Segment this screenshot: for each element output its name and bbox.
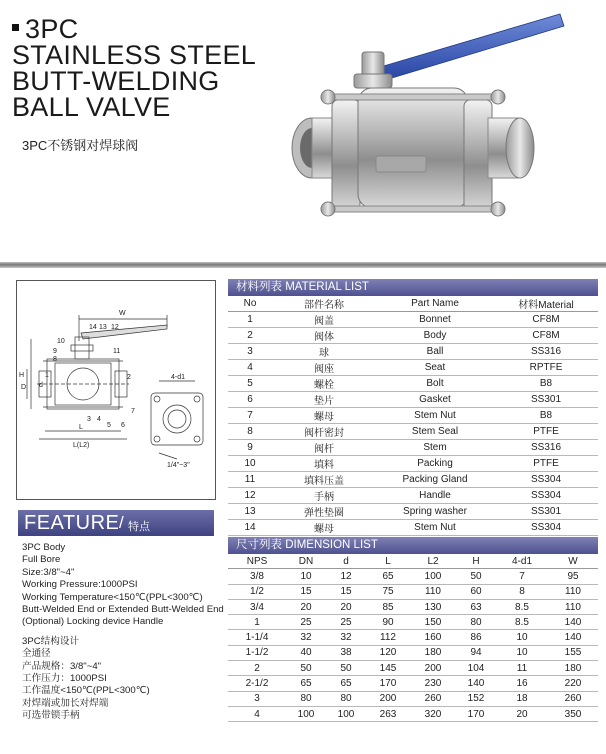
material-cell: 5: [228, 376, 272, 392]
material-cell: SS316: [494, 440, 598, 456]
label-9: 9: [53, 348, 57, 355]
dimension-cell: 160: [410, 630, 456, 645]
table-row: [228, 392, 598, 408]
label-10: 10: [57, 338, 65, 345]
material-cell: 阀盖: [272, 312, 376, 328]
feature-line-cn: 对焊端或加长对焊端: [22, 697, 109, 709]
dimension-cell: 25: [286, 615, 326, 630]
dimension-cell: 20: [286, 599, 326, 614]
table-row: [228, 456, 598, 472]
material-cell: 1: [228, 312, 272, 328]
drawing-svg: [17, 281, 215, 499]
table-row: [228, 408, 598, 424]
dimension-column-header: DN: [286, 554, 326, 569]
dimension-cell: 10: [286, 569, 326, 584]
dimension-cell: 150: [410, 615, 456, 630]
dimension-cell: 155: [548, 645, 598, 660]
label-3: 3: [87, 416, 91, 423]
label-4: 4: [97, 416, 101, 423]
feature-line-cn: 工作压力：1000PSI: [22, 673, 107, 685]
product-title: [12, 16, 272, 120]
material-cell: 10: [228, 456, 272, 472]
material-cell: 2: [228, 328, 272, 344]
dimension-cell: 95: [548, 569, 598, 584]
dimension-cell: 263: [366, 706, 410, 721]
material-cell: B8: [494, 408, 598, 424]
dimension-cell: 80: [286, 691, 326, 706]
material-cell: Handle: [376, 488, 494, 504]
material-cell: Stem Nut: [376, 520, 494, 536]
dimension-cell: 145: [366, 661, 410, 676]
dimension-cell: 3/8: [228, 569, 286, 584]
feature-line: Size:3/8"~4": [22, 566, 75, 578]
feature-line-cn: 3PC结构设计: [22, 635, 80, 647]
dimension-cell: 230: [410, 676, 456, 691]
material-cell: Packing Gland: [376, 472, 494, 488]
material-cell: 球: [272, 344, 376, 360]
feature-gap: [22, 629, 222, 636]
label-hole: 4-d1: [171, 374, 186, 381]
handle-shape: [370, 14, 564, 78]
dimension-cell: 94: [456, 645, 496, 660]
dimension-cell: 80: [456, 615, 496, 630]
dimension-cell: 20: [496, 706, 548, 721]
dimension-column-header: d: [326, 554, 366, 569]
material-cell: 弹性垫圈: [272, 504, 376, 520]
material-list-header: 材料列表 MATERIAL LIST: [228, 279, 598, 296]
title-line-1: [12, 16, 272, 42]
handle-text: BALL VALVE: [458, 18, 505, 40]
label-13: 13: [99, 324, 107, 331]
material-column-header: Part Name: [376, 296, 494, 312]
material-cell: SS316: [494, 344, 598, 360]
subtitle-cn: 3PC不锈钢对焊球阀: [22, 138, 139, 153]
material-cell: 13: [228, 504, 272, 520]
material-cell: 手柄: [272, 488, 376, 504]
label-h: H: [19, 372, 25, 379]
dimension-cell: 11: [496, 661, 548, 676]
dimension-cell: 1/2: [228, 584, 286, 599]
material-cell: Ball: [376, 344, 494, 360]
material-cell: SS304: [494, 472, 598, 488]
title-line-4: BALL VALVE: [12, 92, 171, 122]
feature-subtitle: 特点: [128, 521, 150, 533]
dimension-column-header: NPS: [228, 554, 286, 569]
material-cell: Bolt: [376, 376, 494, 392]
material-cell: Stem Nut: [376, 408, 494, 424]
dimension-cell: 18: [496, 691, 548, 706]
dimension-cell: 15: [326, 584, 366, 599]
material-cell: 填料: [272, 456, 376, 472]
dimension-cell: 120: [366, 645, 410, 660]
dimension-cell: 130: [410, 599, 456, 614]
table-row: [228, 312, 598, 328]
material-cell: 7: [228, 408, 272, 424]
table-row: [228, 661, 598, 676]
feature-line: Butt-Welded End or Extended Butt-Welded End: [22, 604, 224, 616]
feature-line-cn: 全通径: [22, 648, 51, 660]
table-row: [228, 488, 598, 504]
dimension-cell: 50: [326, 661, 366, 676]
label-l: L: [79, 424, 83, 431]
dimension-table: [228, 554, 598, 722]
dimension-cell: 12: [326, 569, 366, 584]
label-d: d: [39, 382, 43, 389]
material-cell: PTFE: [494, 424, 598, 440]
label-6: 6: [121, 422, 125, 429]
dimension-cell: 85: [366, 599, 410, 614]
table-row: [228, 676, 598, 691]
material-cell: 8: [228, 424, 272, 440]
title-line-2: STAINLESS STEEL: [12, 40, 257, 70]
dimension-cell: 220: [548, 676, 598, 691]
dimension-cell: 8: [496, 584, 548, 599]
feature-slash: /: [119, 513, 124, 532]
material-cell: CF8M: [494, 328, 598, 344]
dimension-cell: 104: [456, 661, 496, 676]
material-cell: 12: [228, 488, 272, 504]
material-cell: SS304: [494, 488, 598, 504]
material-cell: 4: [228, 360, 272, 376]
feature-line: Working Temperature<150℃(PPL<300℃): [22, 591, 203, 603]
material-column-header: 材料Material: [494, 296, 598, 312]
material-cell: 螺母: [272, 408, 376, 424]
technical-drawing: [16, 280, 216, 500]
dimension-cell: 1-1/4: [228, 630, 286, 645]
dimension-cell: 260: [410, 691, 456, 706]
feature-line-cn: 可选带锁手柄: [22, 710, 80, 722]
dimension-cell: 90: [366, 615, 410, 630]
dimension-cell: 8.5: [496, 615, 548, 630]
valve-photo: [280, 8, 580, 238]
dimension-cell: 260: [548, 691, 598, 706]
dimension-column-header: H: [456, 554, 496, 569]
label-size: 1/4"~3": [167, 462, 190, 469]
material-cell: 阀杆密封: [272, 424, 376, 440]
dimension-cell: 100: [410, 569, 456, 584]
material-cell: Bonnet: [376, 312, 494, 328]
dimension-cell: 32: [326, 630, 366, 645]
label-l2: L(L2): [73, 442, 90, 449]
table-row: [228, 706, 598, 721]
dimension-header-row: [228, 554, 598, 569]
table-row: [228, 376, 598, 392]
material-cell: Packing: [376, 456, 494, 472]
dimension-list-header: 尺寸列表 DIMENSION LIST: [228, 537, 598, 554]
title-line-1-text: 3PC: [25, 14, 79, 44]
label-D: D: [21, 384, 27, 391]
dimension-cell: 15: [286, 584, 326, 599]
material-cell: 6: [228, 392, 272, 408]
bullet-icon: [12, 24, 19, 31]
dimension-cell: 100: [286, 706, 326, 721]
table-row: [228, 504, 598, 520]
material-cell: Seat: [376, 360, 494, 376]
dimension-cell: 75: [366, 584, 410, 599]
dimension-cell: 63: [456, 599, 496, 614]
feature-line: Working Pressure:1000PSI: [22, 579, 138, 591]
title-line-3: BUTT-WELDING: [12, 66, 220, 96]
dimension-cell: 100: [326, 706, 366, 721]
dimension-cell: 2-1/2: [228, 676, 286, 691]
table-row: [228, 440, 598, 456]
dimension-cell: 20: [326, 599, 366, 614]
dimension-cell: 10: [496, 630, 548, 645]
material-column-header: No: [228, 296, 272, 312]
label-12: 12: [111, 324, 119, 331]
dimension-cell: 8.5: [496, 599, 548, 614]
table-row: [228, 520, 598, 536]
table-row: [228, 569, 598, 584]
material-column-header: 部件名称: [272, 296, 376, 312]
dimension-cell: 110: [410, 584, 456, 599]
dimension-cell: 110: [548, 584, 598, 599]
dimension-cell: 170: [366, 676, 410, 691]
material-cell: 螺栓: [272, 376, 376, 392]
dimension-cell: 140: [548, 615, 598, 630]
dimension-cell: 65: [326, 676, 366, 691]
material-cell: CF8M: [494, 312, 598, 328]
feature-list: [22, 542, 222, 723]
material-cell: Gasket: [376, 392, 494, 408]
material-cell: 阀体: [272, 328, 376, 344]
label-w: W: [119, 310, 126, 317]
table-row: [228, 424, 598, 440]
material-cell: B8: [494, 376, 598, 392]
label-14: 14: [89, 324, 97, 331]
dimension-cell: 3/4: [228, 599, 286, 614]
material-cell: SS301: [494, 504, 598, 520]
dimension-cell: 38: [326, 645, 366, 660]
label-1: 1: [45, 372, 49, 379]
material-cell: Stem Seal: [376, 424, 494, 440]
material-cell: 11: [228, 472, 272, 488]
dimension-cell: 80: [326, 691, 366, 706]
dimension-cell: 180: [410, 645, 456, 660]
dimension-cell: 170: [456, 706, 496, 721]
material-cell: 14: [228, 520, 272, 536]
table-row: [228, 691, 598, 706]
dimension-cell: 3: [228, 691, 286, 706]
feature-header: [18, 510, 214, 536]
dimension-column-header: L: [366, 554, 410, 569]
dimension-cell: 200: [410, 661, 456, 676]
dimension-cell: 320: [410, 706, 456, 721]
dimension-cell: 112: [366, 630, 410, 645]
material-cell: 螺母: [272, 520, 376, 536]
dimension-cell: 32: [286, 630, 326, 645]
header-divider: [0, 262, 606, 268]
table-row: [228, 645, 598, 660]
feature-line: Full Bore: [22, 554, 61, 566]
dimension-cell: 4: [228, 706, 286, 721]
feature-title: FEATURE: [24, 512, 120, 534]
dimension-cell: 16: [496, 676, 548, 691]
dimension-cell: 200: [366, 691, 410, 706]
dimension-cell: 152: [456, 691, 496, 706]
dimension-column-header: W: [548, 554, 598, 569]
dimension-cell: 140: [548, 630, 598, 645]
material-cell: 阀座: [272, 360, 376, 376]
dimension-cell: 180: [548, 661, 598, 676]
feature-line: (Optional) Locking device Handle: [22, 616, 164, 628]
dimension-cell: 25: [326, 615, 366, 630]
dimension-cell: 1: [228, 615, 286, 630]
dimension-cell: 65: [366, 569, 410, 584]
table-row: [228, 615, 598, 630]
table-row: [228, 344, 598, 360]
dimension-cell: 10: [496, 645, 548, 660]
dimension-cell: 350: [548, 706, 598, 721]
material-cell: 垫片: [272, 392, 376, 408]
feature-line-cn: 产品规格：3/8"~4": [22, 660, 102, 672]
dimension-cell: 60: [456, 584, 496, 599]
material-cell: PTFE: [494, 456, 598, 472]
material-cell: SS301: [494, 392, 598, 408]
dimension-cell: 65: [286, 676, 326, 691]
dimension-column-header: 4-d1: [496, 554, 548, 569]
feature-line-cn: 工作温度<150℃(PPL<300℃): [22, 685, 150, 697]
dimension-cell: 7: [496, 569, 548, 584]
dimension-cell: 50: [456, 569, 496, 584]
material-table: [228, 296, 598, 536]
dimension-cell: 110: [548, 599, 598, 614]
dimension-cell: 140: [456, 676, 496, 691]
dimension-cell: 1-1/2: [228, 645, 286, 660]
material-cell: SS304: [494, 520, 598, 536]
label-5: 5: [107, 422, 111, 429]
material-cell: Spring washer: [376, 504, 494, 520]
dimension-cell: 40: [286, 645, 326, 660]
table-row: [228, 630, 598, 645]
table-row: [228, 584, 598, 599]
table-row: [228, 328, 598, 344]
material-cell: RPTFE: [494, 360, 598, 376]
material-header-row: [228, 296, 598, 312]
material-cell: 填料压盖: [272, 472, 376, 488]
dimension-cell: 86: [456, 630, 496, 645]
dimension-cell: 2: [228, 661, 286, 676]
label-8: 8: [53, 356, 57, 363]
material-cell: Body: [376, 328, 494, 344]
label-2: 2: [127, 374, 131, 381]
table-row: [228, 360, 598, 376]
material-cell: 9: [228, 440, 272, 456]
label-11: 11: [113, 348, 121, 355]
label-7: 7: [131, 408, 135, 415]
material-cell: 阀杆: [272, 440, 376, 456]
feature-line: 3PC Body: [22, 542, 66, 553]
dimension-cell: 50: [286, 661, 326, 676]
material-cell: Stem: [376, 440, 494, 456]
dimension-column-header: L2: [410, 554, 456, 569]
table-row: [228, 472, 598, 488]
material-cell: 3: [228, 344, 272, 360]
table-row: [228, 599, 598, 614]
